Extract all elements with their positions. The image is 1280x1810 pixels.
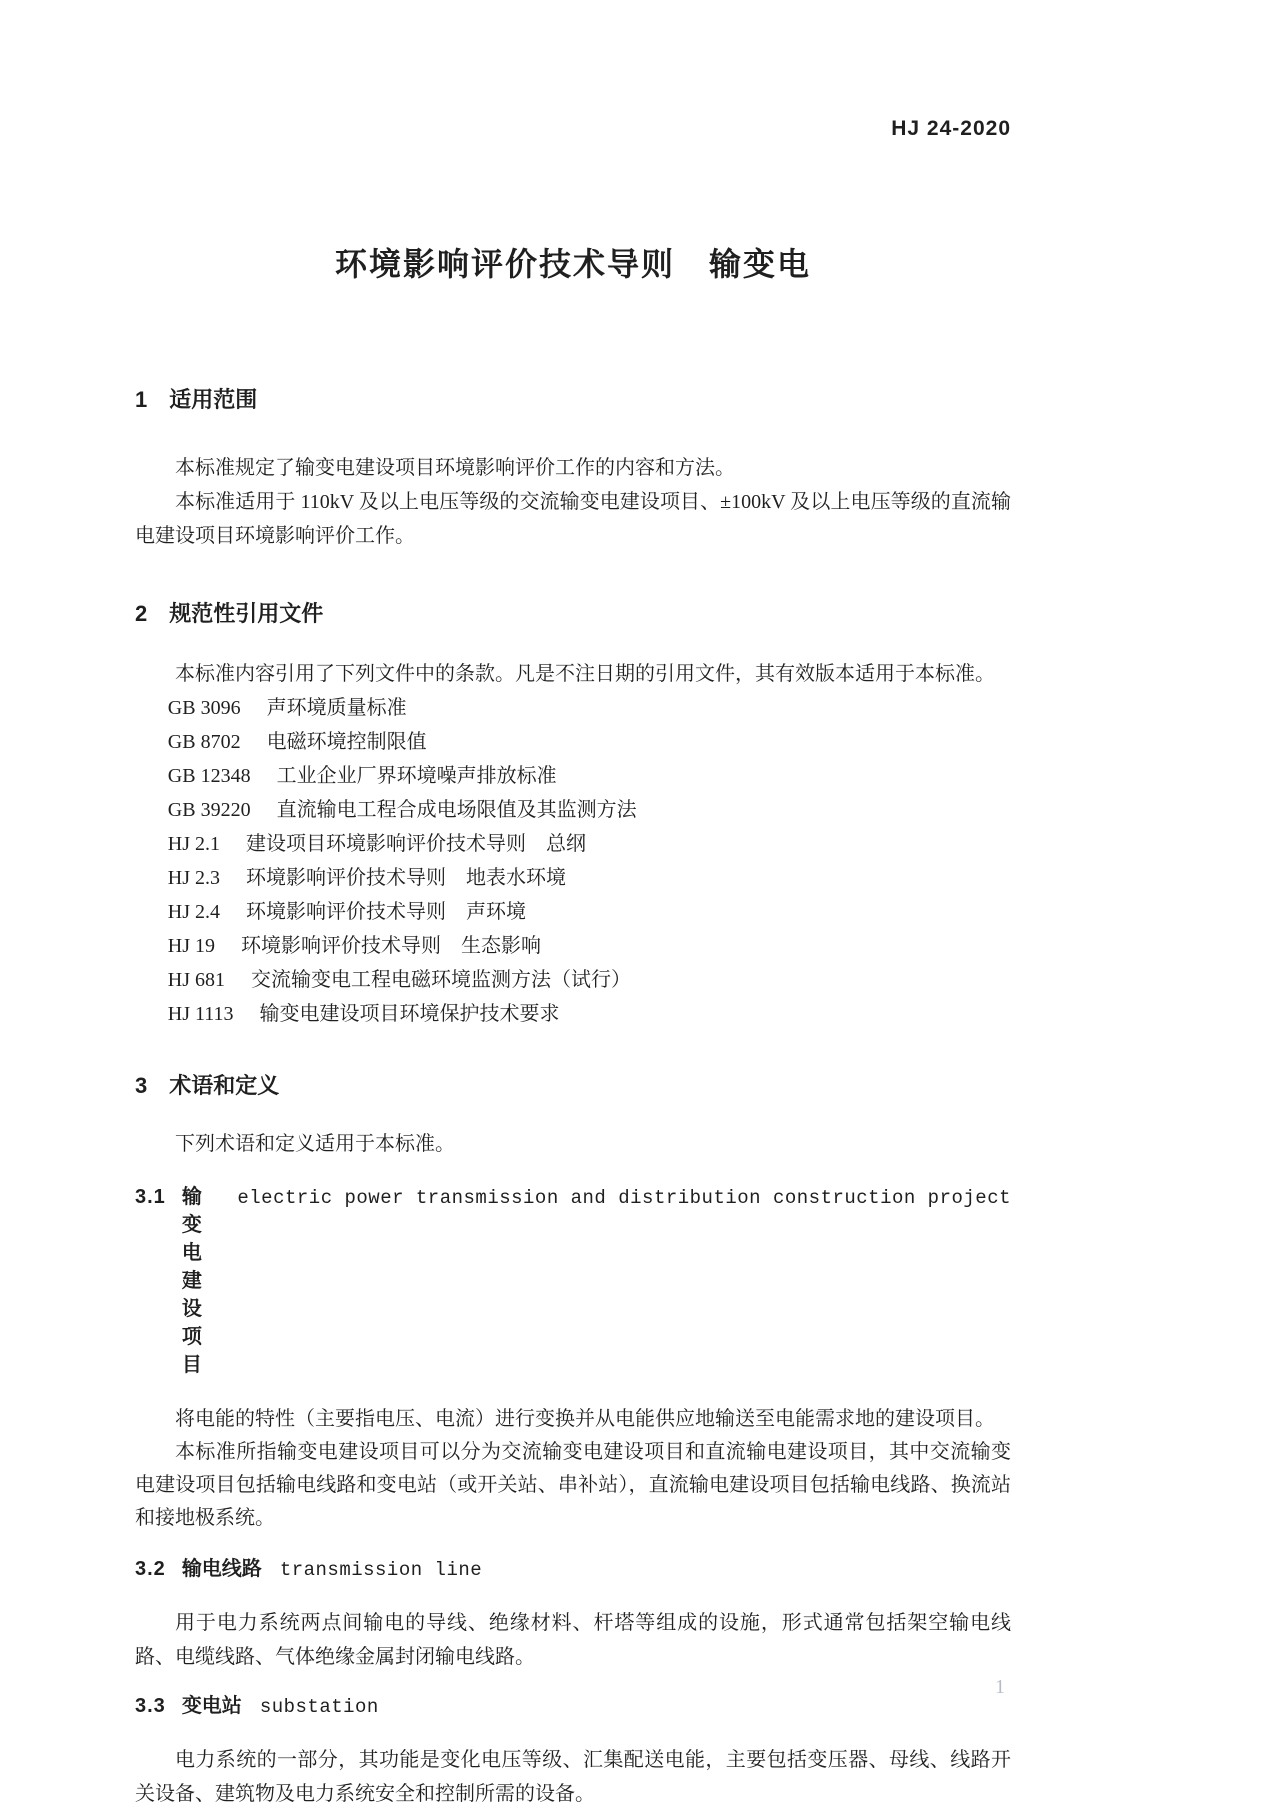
term-3-2-body [135, 1606, 1011, 1674]
ref-title: 电磁环境控制限值 [266, 731, 427, 753]
ref-code: HJ 1113 [167, 1003, 234, 1025]
term-zh-label: 输变电建设项目 [181, 1186, 202, 1376]
ref-code: GB 8702 [167, 731, 241, 753]
section-3-heading [135, 1071, 1011, 1101]
term-zh-label: 输电线路 [181, 1558, 262, 1580]
ref-title: 直流输电工程合成电场限值及其监测方法 [276, 799, 637, 821]
ref-title: 工业企业厂界环境噪声排放标准 [276, 765, 557, 787]
document-content [135, 0, 1011, 1810]
term-number: 3.2 [135, 1558, 166, 1580]
reference-item [168, 997, 1011, 1031]
ref-title: 环境影响评价技术导则 声环境 [246, 901, 527, 923]
section-2-title: 规范性引用文件 [169, 601, 324, 626]
doc-number: HJ 24-2020 [891, 117, 1011, 140]
term-en-label: substation [259, 1696, 379, 1718]
reference-item [168, 861, 1011, 895]
document-title: 环境影响评价技术导则 输变电 [334, 246, 811, 282]
ref-title: 交流输变电工程电磁环境监测方法（试行） [251, 969, 632, 991]
section-2-heading [135, 599, 1011, 629]
reference-item [168, 793, 1011, 827]
ref-code: HJ 2.4 [167, 901, 221, 923]
section-1-paragraph-2: 本标准适用于 110kV 及以上电压等级的交流输变电建设项目、±100kV 及以上电压等级的直流输电建设项目环境影响评价工作。 [135, 491, 1011, 547]
section-1-title: 适用范围 [169, 387, 258, 412]
ref-title: 输变电建设项目环境保护技术要求 [259, 1003, 560, 1025]
ref-title: 声环境质量标准 [266, 697, 407, 719]
reference-item [168, 895, 1011, 929]
reference-item [168, 759, 1011, 793]
reference-item [168, 929, 1011, 963]
term-number: 3.1 [135, 1186, 166, 1208]
page-number: 1 [995, 1676, 1005, 1698]
term-3-2-heading [135, 1555, 1011, 1584]
reference-item [168, 963, 1011, 997]
ref-title: 环境影响评价技术导则 生态影响 [241, 935, 542, 957]
term-3-2-paragraph-1: 用于电力系统两点间输电的导线、绝缘材料、杆塔等组成的设施，形式通常包括架空输电线路、电缆线路、气体绝缘金属封闭输电线路。 [135, 1612, 1011, 1668]
reference-item [168, 725, 1011, 759]
section-2-intro: 本标准内容引用了下列文件中的条款。凡是不注日期的引用文件，其有效版本适用于本标准。 [175, 663, 995, 685]
ref-code: HJ 2.3 [167, 867, 221, 889]
term-3-3-body [135, 1743, 1011, 1810]
ref-code: GB 39220 [167, 799, 251, 821]
reference-item [168, 691, 1011, 725]
ref-code: GB 12348 [167, 765, 251, 787]
section-3-title: 术语和定义 [169, 1073, 280, 1098]
term-en-label: electric power transmission and distribution construction project [237, 1187, 1011, 1209]
term-3-1-body [135, 1403, 1011, 1535]
ref-code: HJ 681 [167, 969, 226, 991]
section-1-paragraph-1: 本标准规定了输变电建设项目环境影响评价工作的内容和方法。 [175, 457, 735, 479]
ref-code: HJ 19 [167, 935, 216, 957]
section-1-heading [135, 385, 1011, 415]
term-number: 3.3 [135, 1695, 166, 1717]
section-1-number: 1 [135, 387, 148, 412]
section-3-intro: 下列术语和定义适用于本标准。 [175, 1133, 455, 1155]
term-3-3-paragraph-1: 电力系统的一部分，其功能是变化电压等级、汇集配送电能，主要包括变压器、母线、线路开关设备、建筑物及电力系统安全和控制所需的设备。 [135, 1749, 1011, 1805]
ref-title: 建设项目环境影响评价技术导则 总纲 [246, 833, 587, 855]
term-3-1-paragraph-2: 本标准所指输变电建设项目可以分为交流输变电建设项目和直流输电建设项目，其中交流输变电建设项目包括输电线路和变电站（或开关站、串补站），直流输电建设项目包括输电线路、换流站和接地极系统。 [135, 1441, 1011, 1529]
section-2-number: 2 [135, 601, 148, 626]
reference-item [168, 827, 1011, 861]
term-3-1-paragraph-1: 将电能的特性（主要指电压、电流）进行变换并从电能供应地输送至电能需求地的建设项目。 [175, 1408, 995, 1430]
term-zh-label: 变电站 [181, 1695, 242, 1717]
ref-code: GB 3096 [167, 697, 241, 719]
section-3-number: 3 [135, 1073, 148, 1098]
ref-code: HJ 2.1 [167, 833, 221, 855]
term-3-1-heading [135, 1183, 1011, 1379]
term-en-label: transmission line [279, 1559, 483, 1581]
term-3-3-heading [135, 1692, 1011, 1721]
ref-title: 环境影响评价技术导则 地表水环境 [246, 867, 567, 889]
reference-list [135, 691, 1011, 1031]
